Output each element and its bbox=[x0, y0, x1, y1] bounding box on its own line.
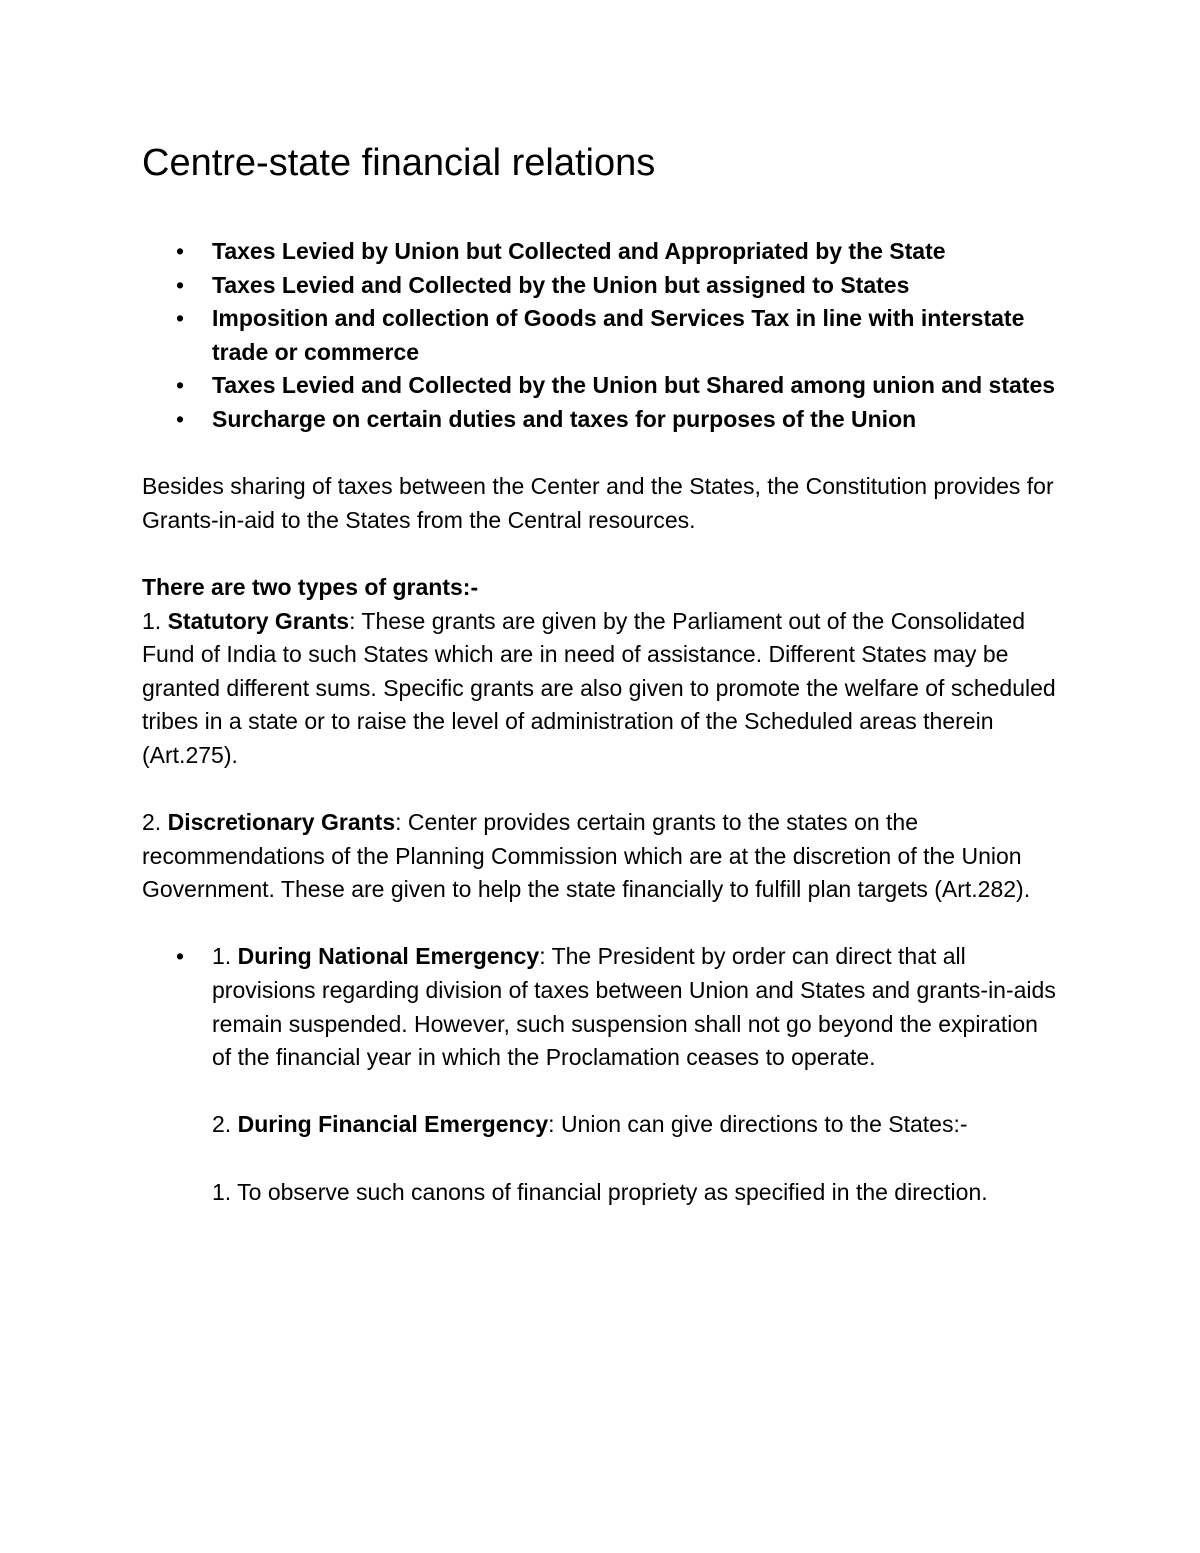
national-emergency-number: 1. bbox=[212, 943, 238, 970]
direction-1-text: 1. To observe such canons of financial propriety as specified in the direction. bbox=[212, 1178, 988, 1205]
list-item bbox=[142, 269, 1062, 303]
list-item-text: Taxes Levied by Union but Collected and Appropriated by the State bbox=[212, 238, 946, 264]
bullet-icon: • bbox=[176, 305, 185, 332]
national-emergency-text: : The President by order can direct that all provisions regarding division of taxes between Union and States and grants-in-aids remain suspended. However, such suspension shall not go beyond the expiration of the financial year in which the Proclamation ceases to operate. bbox=[212, 943, 1056, 1071]
financial-emergency-label: During Financial Emergency bbox=[237, 1111, 549, 1138]
list-item-text: Taxes Levied and Collected by the Union but Shared among union and states bbox=[212, 372, 1056, 399]
statutory-grants-paragraph bbox=[142, 605, 1062, 773]
list-item-text: Imposition and collection of Goods and Services Tax in line with interstate trade or commerce bbox=[212, 305, 1025, 365]
discretionary-label: Discretionary Grants bbox=[167, 809, 396, 836]
national-emergency-item bbox=[142, 940, 1062, 1074]
bullet-icon: • bbox=[176, 405, 185, 432]
grants-heading: There are two types of grants:- bbox=[142, 573, 479, 600]
bullet-icon: • bbox=[176, 372, 185, 399]
national-emergency-paragraph bbox=[212, 940, 1062, 1074]
spacer bbox=[142, 437, 1062, 471]
financial-emergency-paragraph bbox=[212, 1108, 1062, 1142]
list-item bbox=[142, 369, 1062, 403]
document-page bbox=[142, 140, 1062, 1209]
spacer bbox=[142, 1142, 1062, 1176]
direction-item bbox=[142, 1176, 1062, 1210]
list-item bbox=[142, 302, 1062, 369]
statutory-label: Statutory Grants bbox=[167, 607, 350, 634]
bullet-icon: • bbox=[176, 271, 185, 298]
discretionary-grants-paragraph bbox=[142, 806, 1062, 907]
national-emergency-label: During National Emergency bbox=[237, 943, 540, 970]
financial-emergency-number: 2. bbox=[212, 1111, 238, 1138]
tax-bullet-list bbox=[142, 235, 1062, 437]
intro-paragraph: Besides sharing of taxes between the Center and the States, the Constitution provides for Grants-in-aid to the States from the Central resources. bbox=[142, 473, 1054, 533]
discretionary-text: : Center provides certain grants to the states on the recommendations of the Planning Commission which are at the discretion of the Union Government. These are given to help the state financially to fulfill plan targets (Art.282). bbox=[142, 809, 1031, 903]
spacer bbox=[142, 1075, 1062, 1109]
spacer bbox=[142, 773, 1062, 807]
spacer bbox=[142, 907, 1062, 941]
financial-emergency-item bbox=[142, 1108, 1062, 1142]
list-item-text: Surcharge on certain duties and taxes for purposes of the Union bbox=[212, 405, 917, 432]
spacer bbox=[142, 537, 1062, 571]
discretionary-number: 2. bbox=[142, 809, 168, 836]
list-item-text: Taxes Levied and Collected by the Union but assigned to States bbox=[212, 271, 910, 298]
statutory-number: 1. bbox=[142, 607, 168, 634]
bullet-icon: • bbox=[176, 943, 185, 970]
page-title: Centre-state financial relations bbox=[142, 142, 656, 184]
list-item bbox=[142, 403, 1062, 437]
list-item bbox=[142, 235, 1062, 269]
statutory-text: : These grants are given by the Parliament out of the Consolidated Fund of India to such States which are in need of assistance. Different States may be granted different sums. Specific grants are also given to promote the welfare of scheduled tribes in a state or to raise the level of administration of the Scheduled areas therein (Art.275). bbox=[142, 607, 1056, 768]
financial-emergency-text: : Union can give directions to the States:- bbox=[548, 1111, 968, 1138]
bullet-icon: • bbox=[176, 238, 185, 264]
